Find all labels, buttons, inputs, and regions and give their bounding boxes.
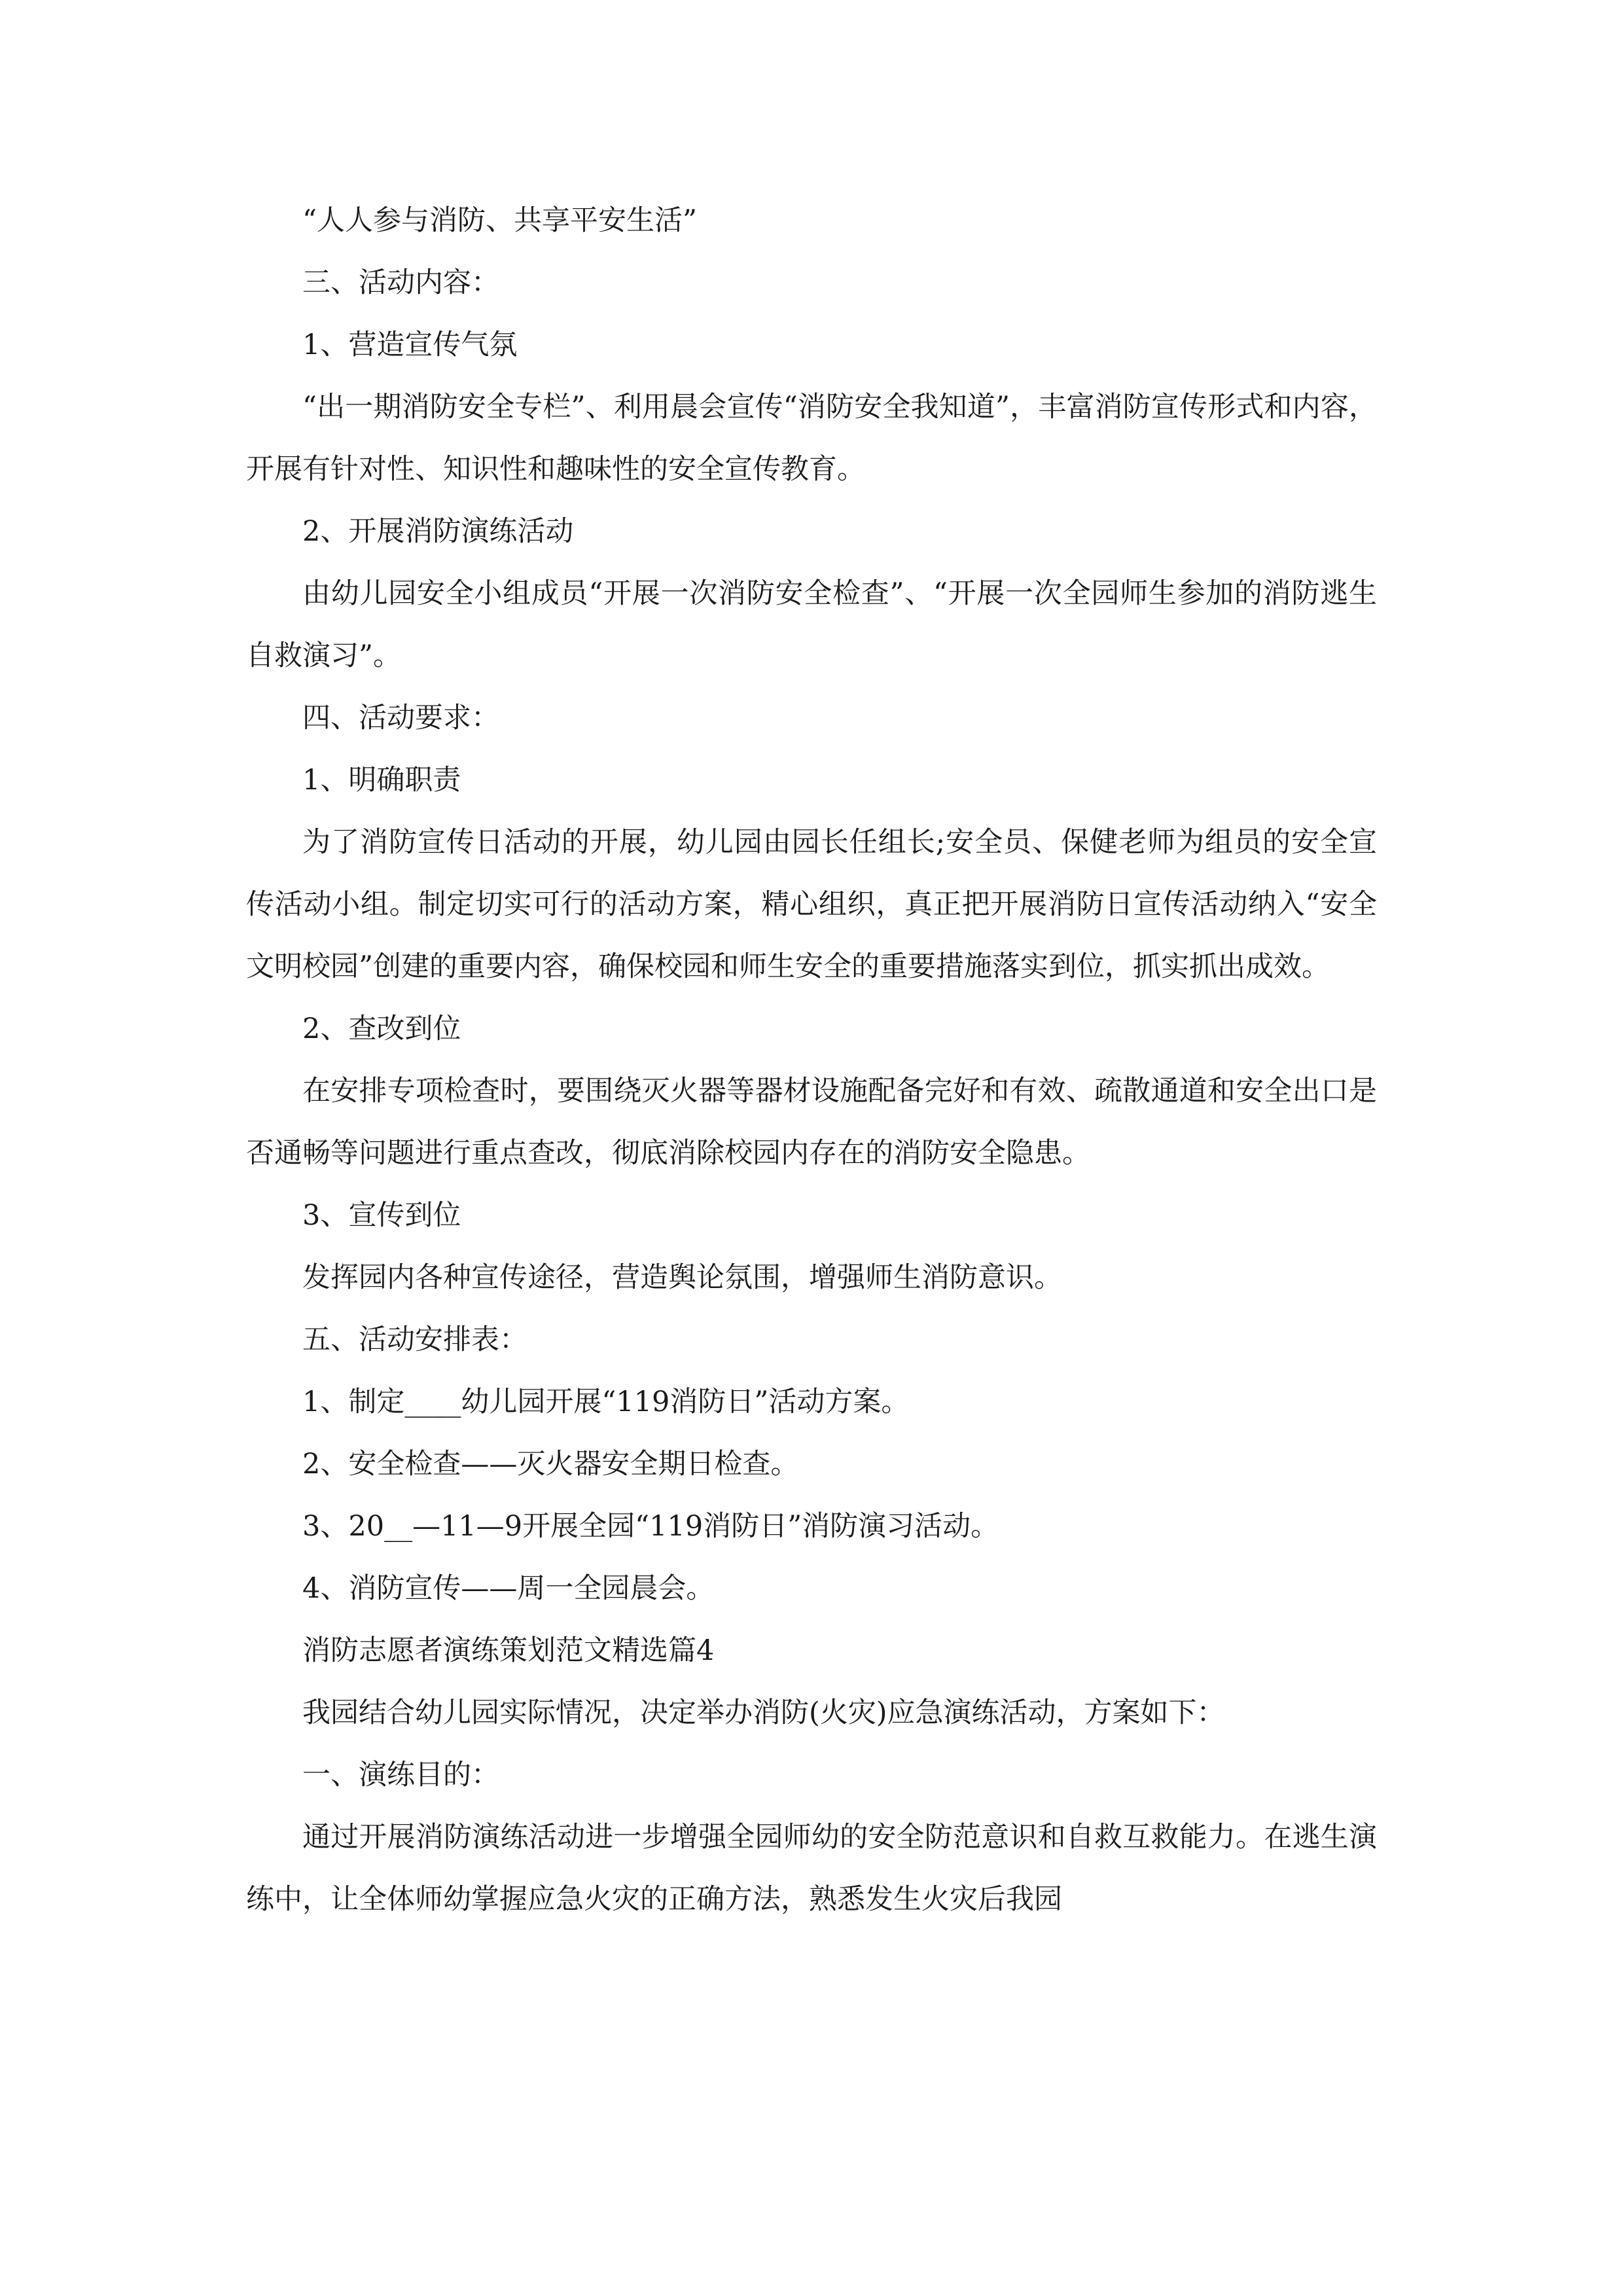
schedule-item-1: 1、制定____幼儿园开展“119消防日”活动方案。 <box>302 1386 910 1418</box>
schedule-item-3: 3、20__—11—9开展全园“119消防日”消防演习活动。 <box>302 1510 999 1543</box>
paragraph-drill: 由幼儿园安全小组成员“开展一次消防安全检查”、“开展一次全园师生参加的消防逃生自救演习”。 <box>246 577 1377 672</box>
paragraph-intro: 我园结合幼儿园实际情况，决定举办消防(火灾)应急演练活动，方案如下： <box>302 1696 1225 1729</box>
section-heading-activity-content: 三、活动内容： <box>302 266 499 299</box>
slogan-line: “人人参与消防、共享平安生活” <box>302 204 697 237</box>
section-heading-schedule: 五、活动安排表： <box>302 1323 527 1356</box>
section-heading-drill-purpose: 一、演练目的： <box>302 1759 499 1791</box>
subheading-responsibilities: 1、明确职责 <box>302 764 461 797</box>
subheading-atmosphere: 1、营造宣传气氛 <box>302 329 518 361</box>
paragraph-inspection: 在安排专项检查时，要围绕灭火器等器材设施配备完好和有效、疏散通道和安全出口是否通畅等问题进行重点查改，彻底消除校园内存在的消防安全隐患。 <box>246 1075 1377 1170</box>
paragraph-publicity: “出一期消防安全专栏”、利用晨会宣传“消防安全我知道”，丰富消防宣传形式和内容，开展有针对性、知识性和趣味性的安全宣传教育。 <box>246 391 1377 486</box>
schedule-item-2: 2、安全检查——灭火器安全期日检查。 <box>302 1448 799 1480</box>
section-heading-requirements: 四、活动要求： <box>302 702 499 734</box>
subheading-inspection: 2、查改到位 <box>302 1013 461 1045</box>
subheading-promotion: 3、宣传到位 <box>302 1199 461 1232</box>
paragraph-promotion: 发挥园内各种宣传途径，营造舆论氛围，增强师生消防意识。 <box>302 1261 1062 1294</box>
paragraph-drill-purpose: 通过开展消防演练活动进一步增强全园师幼的安全防范意识和自救互救能力。在逃生演练中，让全体师幼掌握应急火灾的正确方法，熟悉发生火灾后我园 <box>246 1821 1377 1916</box>
schedule-item-4: 4、消防宣传——周一全园晨会。 <box>302 1572 715 1605</box>
paragraph-responsibilities: 为了消防宣传日活动的开展，幼儿园由园长任组长;安全员、保健老师为组员的安全宣传活动小组。制定切实可行的活动方案，精心组织，真正把开展消防日宣传活动纳入“安全文明校园”创建的重要内容，确保校园和师生安全的重要措施落实到位，抓实抓出成效。 <box>246 826 1377 983</box>
subheading-drill: 2、开展消防演练活动 <box>302 515 574 548</box>
article-title-part-4: 消防志愿者演练策划范文精选篇4 <box>302 1634 715 1667</box>
document-body <box>246 190 1377 1931</box>
